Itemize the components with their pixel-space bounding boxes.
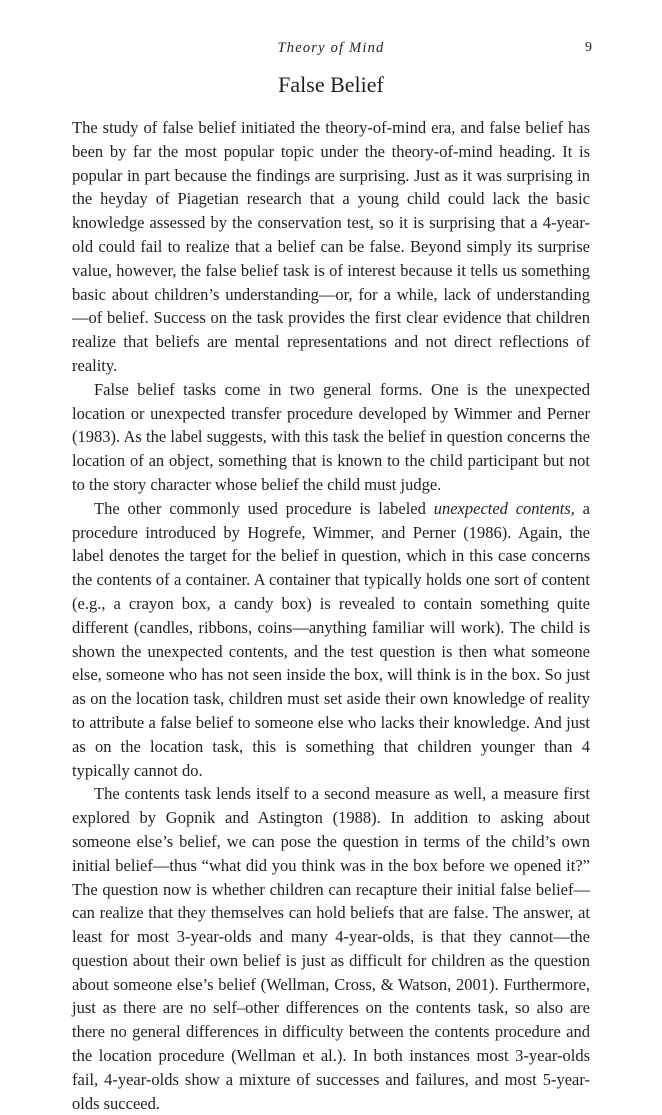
paragraph: The contents task lends itself to a second measure as well, a measure first explored by Gopnik and Astington (1988). In addition to asking about someone else’s belief, we can pose the question in terms of the child’s own initial belief—thus “what did you think was in the box before we opened it?” The question now is whether children can recapture their initial false belief—can realize that they themselves can hold beliefs that are false. The answer, at least for most 3-year-olds and many 4-year-olds, is that they cannot—the question about their own belief is just as difficult for children as the question about someone else’s belief (Wellman, Cross, & Watson, 2001). Furthermore, just as there are no self–other differences on the contents task, so also are there no general differences in difficulty between the contents procedure and the location procedure (Wellman et al.). In both instances most 3-year-olds fail, 4-year-olds show a mixture of successes and failures, and most 5-year-olds succeed.: [72, 784, 590, 1113]
running-head: [0, 40, 662, 60]
page-number: 9: [585, 40, 592, 55]
running-head-title: Theory of Mind: [277, 40, 385, 56]
paragraph: [72, 497, 590, 783]
emphasized-term: unexpected contents: [433, 498, 571, 518]
section-heading: False Belief: [278, 72, 384, 97]
paragraph: False belief tasks come in two general forms. One is the unexpected location or unexpected transfer procedure developed by Wimmer and Perner (1983). As the label suggests, with this task the belief in question concerns the location of an object, something that is known to the child participant but not to the story character whose belief the child must judge.: [72, 379, 590, 494]
body-text: [72, 116, 590, 1115]
paragraph: The study of false belief initiated the theory-of-mind era, and false belief has been by far the most popular topic under the theory-of-mind heading. It is popular in part because the findings are surprising. Just as it was surprising in the heyday of Piagetian research that a young child could lack the basic knowledge assessed by the conservation test, so it is surprising that a 4-year-old could fail to realize that a belief can be false. Beyond simply its surprise value, however, the false belief task is of interest because it tells us something basic about children’s understanding—or, for a while, lack of understanding—of belief. Success on the task provides the first clear evidence that children realize that beliefs are mental representations and not direct reflections of reality.: [72, 118, 590, 375]
paragraph-text: , a procedure introduced by Hogrefe, Wimmer, and Perner (1986). Again, the label denotes the target for the belief in question, which in this case concerns the contents of a container. A container that typically holds one sort of content (e.g., a crayon box, a candy box) is revealed to contain something quite different (candles, ribbons, coins—anything familiar will work). The child is shown the unexpected contents, and the test question is then what someone else, someone who has not seen inside the box, will think is in the box. So just as on the location task, children must set aside their own knowledge of reality to attribute a false belief to someone else who lacks their knowledge. And just as on the location task, this is something that children younger than 4 typically cannot do.: [72, 498, 591, 780]
paragraph-text: The other commonly used procedure is labeled: [94, 498, 434, 518]
